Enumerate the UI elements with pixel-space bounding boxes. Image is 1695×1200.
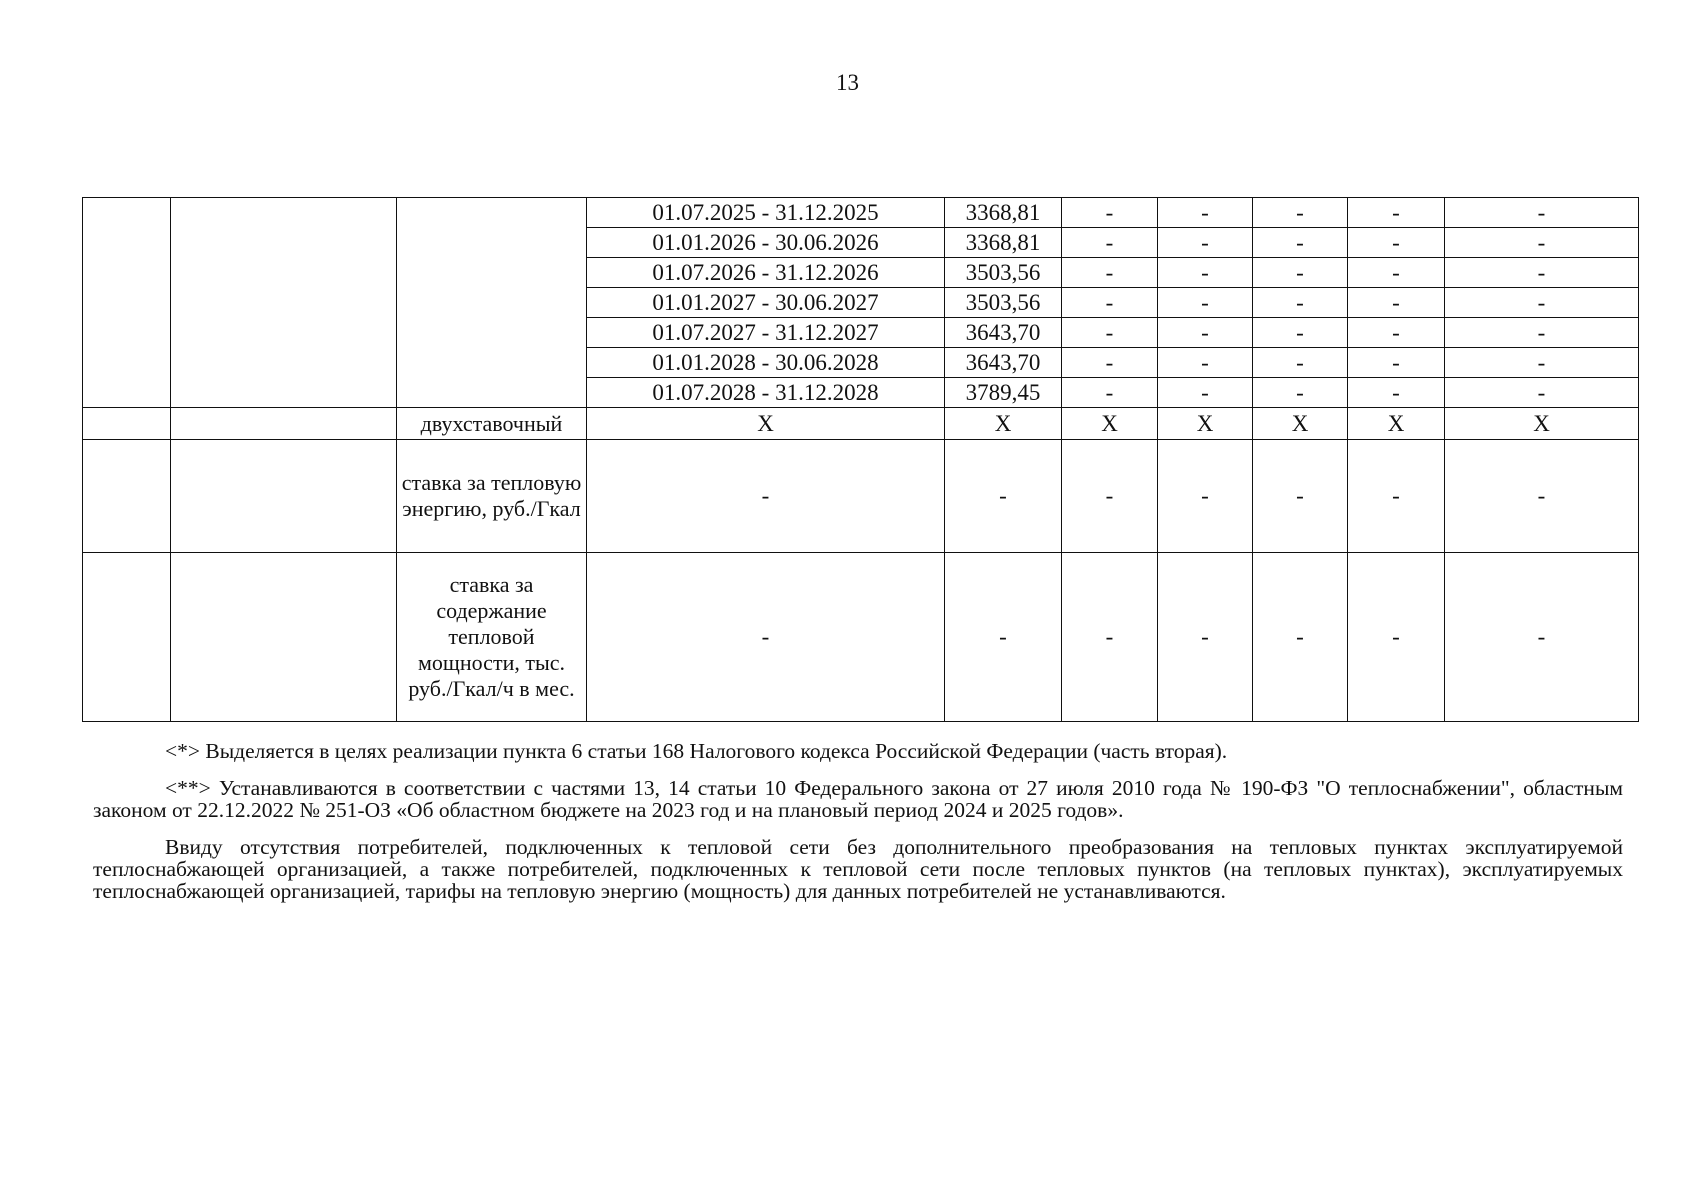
- value-cell: -: [1062, 440, 1158, 553]
- empty-cell: [397, 198, 587, 408]
- row-label: ставка за тепловую энергию, руб./Гкал: [397, 440, 587, 553]
- value-cell: -: [1348, 440, 1445, 553]
- empty-cell: [83, 198, 171, 408]
- value-cell: -: [1253, 288, 1348, 318]
- row-label: ставка за содержание тепловой мощности, тыс. руб./Гкал/ч в мес.: [397, 553, 587, 722]
- value-cell: -: [1348, 553, 1445, 722]
- rate-cell: 3368,81: [945, 198, 1062, 228]
- value-cell: -: [1158, 318, 1253, 348]
- rate-cell: -: [945, 553, 1062, 722]
- value-cell: -: [1445, 228, 1639, 258]
- footnote-law: <**> Устанавливаются в соответствии с частями 13, 14 статьи 10 Федерального закона от 27 июля 2010 года № 190-ФЗ "О теплоснабжении", областным законом от 22.12.2022 № 251-ОЗ «Об областном бюджете на 2023 год и на плановый период 2024 и 2025 годов».: [93, 776, 1623, 822]
- value-cell: X: [1062, 408, 1158, 440]
- value-cell: -: [1253, 440, 1348, 553]
- period-cell: 01.07.2027 - 31.12.2027: [587, 318, 945, 348]
- value-cell: -: [1062, 258, 1158, 288]
- value-cell: -: [1445, 348, 1639, 378]
- value-cell: X: [1445, 408, 1639, 440]
- tariff-table: [82, 197, 1639, 722]
- period-cell: 01.01.2027 - 30.06.2027: [587, 288, 945, 318]
- table-row: [83, 408, 1639, 440]
- value-cell: X: [1158, 408, 1253, 440]
- row-label: двухставочный: [397, 408, 587, 440]
- footnote-vat: <*> Выделяется в целях реализации пункта 6 статьи 168 Налогового кодекса Российской Федерации (часть вторая).: [165, 739, 1228, 763]
- value-cell: -: [1348, 258, 1445, 288]
- consumers-paragraph: Ввиду отсутствия потребителей, подключенных к тепловой сети без дополнительного преобразования на тепловых пунктах эксплуатируемой теплоснабжающей организацией, а также потребителей, подключенных к тепловой сети после тепловых пунктов (на тепловых пунктах), эксплуатируемых теплоснабжающей организацией, тарифы на тепловую энергию (мощность) для данных потребителей не устанавливаются.: [93, 835, 1623, 903]
- empty-cell: [171, 198, 397, 408]
- period-cell: -: [587, 553, 945, 722]
- value-cell: -: [1348, 228, 1445, 258]
- rate-cell: X: [945, 408, 1062, 440]
- value-cell: -: [1158, 258, 1253, 288]
- value-cell: -: [1445, 440, 1639, 553]
- value-cell: -: [1062, 288, 1158, 318]
- value-cell: -: [1158, 378, 1253, 408]
- empty-cell: [83, 408, 171, 440]
- value-cell: -: [1348, 348, 1445, 378]
- value-cell: -: [1158, 440, 1253, 553]
- value-cell: -: [1062, 553, 1158, 722]
- value-cell: -: [1253, 378, 1348, 408]
- period-cell: 01.07.2028 - 31.12.2028: [587, 378, 945, 408]
- value-cell: -: [1253, 228, 1348, 258]
- value-cell: -: [1445, 553, 1639, 722]
- value-cell: -: [1445, 288, 1639, 318]
- table-row: [83, 440, 1639, 553]
- rate-cell: 3503,56: [945, 288, 1062, 318]
- period-cell: 01.01.2026 - 30.06.2026: [587, 228, 945, 258]
- rate-cell: 3643,70: [945, 348, 1062, 378]
- value-cell: -: [1445, 378, 1639, 408]
- notes-section: [93, 740, 1623, 917]
- table-row: [83, 553, 1639, 722]
- page-number: 13: [836, 70, 859, 95]
- period-cell: 01.01.2028 - 30.06.2028: [587, 348, 945, 378]
- value-cell: -: [1158, 288, 1253, 318]
- value-cell: -: [1445, 258, 1639, 288]
- value-cell: -: [1445, 198, 1639, 228]
- empty-cell: [171, 408, 397, 440]
- value-cell: -: [1348, 318, 1445, 348]
- empty-cell: [171, 553, 397, 722]
- value-cell: -: [1062, 378, 1158, 408]
- empty-cell: [83, 440, 171, 553]
- period-cell: 01.07.2026 - 31.12.2026: [587, 258, 945, 288]
- empty-cell: [171, 440, 397, 553]
- rate-cell: -: [945, 440, 1062, 553]
- period-cell: -: [587, 440, 945, 553]
- value-cell: -: [1158, 348, 1253, 378]
- value-cell: -: [1348, 288, 1445, 318]
- rate-cell: 3503,56: [945, 258, 1062, 288]
- value-cell: -: [1253, 318, 1348, 348]
- value-cell: -: [1348, 378, 1445, 408]
- value-cell: -: [1062, 318, 1158, 348]
- value-cell: -: [1062, 348, 1158, 378]
- value-cell: -: [1158, 553, 1253, 722]
- value-cell: -: [1445, 318, 1639, 348]
- empty-cell: [83, 553, 171, 722]
- value-cell: -: [1158, 228, 1253, 258]
- rate-cell: 3368,81: [945, 228, 1062, 258]
- table-row: [83, 198, 1639, 228]
- value-cell: X: [1253, 408, 1348, 440]
- value-cell: -: [1253, 198, 1348, 228]
- value-cell: -: [1253, 553, 1348, 722]
- value-cell: -: [1062, 198, 1158, 228]
- rate-cell: 3643,70: [945, 318, 1062, 348]
- value-cell: X: [1348, 408, 1445, 440]
- period-cell: 01.07.2025 - 31.12.2025: [587, 198, 945, 228]
- rate-cell: 3789,45: [945, 378, 1062, 408]
- value-cell: -: [1158, 198, 1253, 228]
- value-cell: -: [1253, 348, 1348, 378]
- value-cell: -: [1348, 198, 1445, 228]
- value-cell: -: [1253, 258, 1348, 288]
- value-cell: -: [1062, 228, 1158, 258]
- period-cell: X: [587, 408, 945, 440]
